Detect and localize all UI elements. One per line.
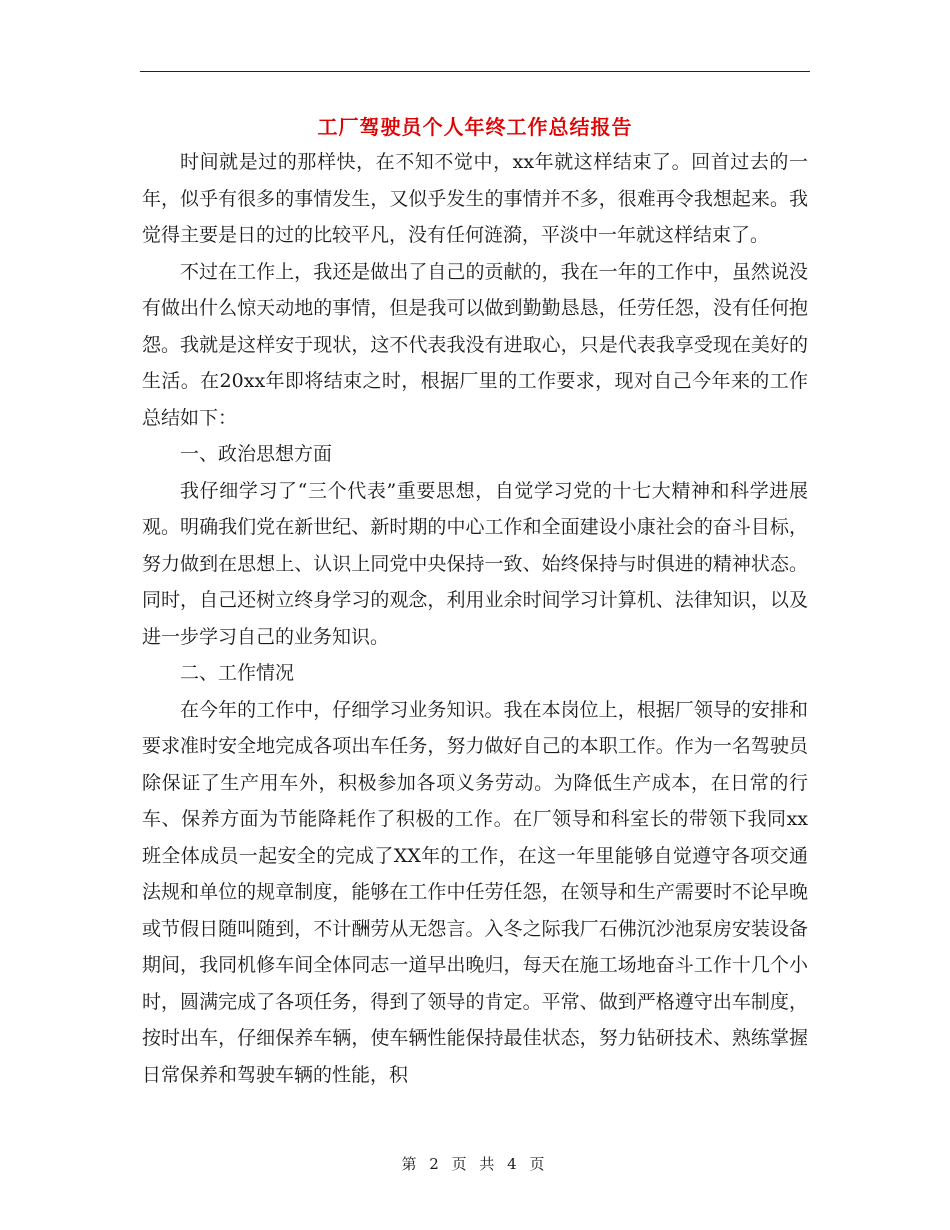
header-rule [140, 71, 810, 72]
document-title: 工厂驾驶员个人年终工作总结报告 [317, 115, 633, 139]
section-heading: 一、政治思想方面 [180, 443, 333, 465]
paragraph: 我仔细学习了“三个代表”重要思想，自觉学习党的十七大精神和科学进展观。明确我们党在新世纪、新时期的中心工作和全面建设小康社会的奋斗目标，努力做到在思想上、认识上同党中央保持一致、始终保持与时俱进的精神状态。同时，自己还树立终身学习的观念，利用业余时间学习计算机、法律知识，以及进一步学习自己的业务知识。 [142, 479, 808, 648]
paragraph: 时间就是过的那样快，在不知不觉中，xx年就这样结束了。回首过去的一年，似乎有很多的事情发生，又似乎发生的事情并不多，很难再令我想起来。我觉得主要是日的过的比较平凡，没有任何涟漪，平淡中一年就这样结束了。 [142, 151, 808, 246]
section-heading: 二、工作情况 [180, 662, 295, 684]
document-body [142, 144, 808, 1093]
paragraph: 不过在工作上，我还是做出了自己的贡献的，我在一年的工作中，虽然说没有做出什么惊天动地的事情，但是我可以做到勤勤恳恳，任劳任怨，没有任何抱怨。我就是这样安于现状，这不代表我没有进取心，只是代表我享受现在美好的生活。在20xx年即将结束之时，根据厂里的工作要求，现对自己今年来的工作总结如下： [142, 260, 808, 429]
paragraph: 在今年的工作中，仔细学习业务知识。我在本岗位上，根据厂领导的安排和要求准时安全地完成各项出车任务，努力做好自己的本职工作。作为一名驾驶员除保证了生产用车外，积极参加各项义务劳动。为降低生产成本，在日常的行车、保养方面为节能降耗作了积极的工作。在厂领导和科室长的带领下我同xx班全体成员一起安全的完成了XX年的工作，在这一年里能够自觉遵守各项交通法规和单位的规章制度，能够在工作中任劳任怨，在领导和生产需要时不论早晚或节假日随叫随到，不计酬劳从无怨言。入冬之际我厂石佛沉沙池泵房安装设备期间，我同机修车间全体同志一道早出晚归，每天在施工场地奋斗工作十几个小时，圆满完成了各项任务，得到了领导的肯定。平常、做到严格遵守出车制度，按时出车，仔细保养车辆，使车辆性能保持最佳状态，努力钻研技术、熟练掌握日常保养和驾驶车辆的性能，积 [142, 698, 808, 1086]
page-footer: 第 2 页 共 4 页 [401, 1155, 549, 1173]
